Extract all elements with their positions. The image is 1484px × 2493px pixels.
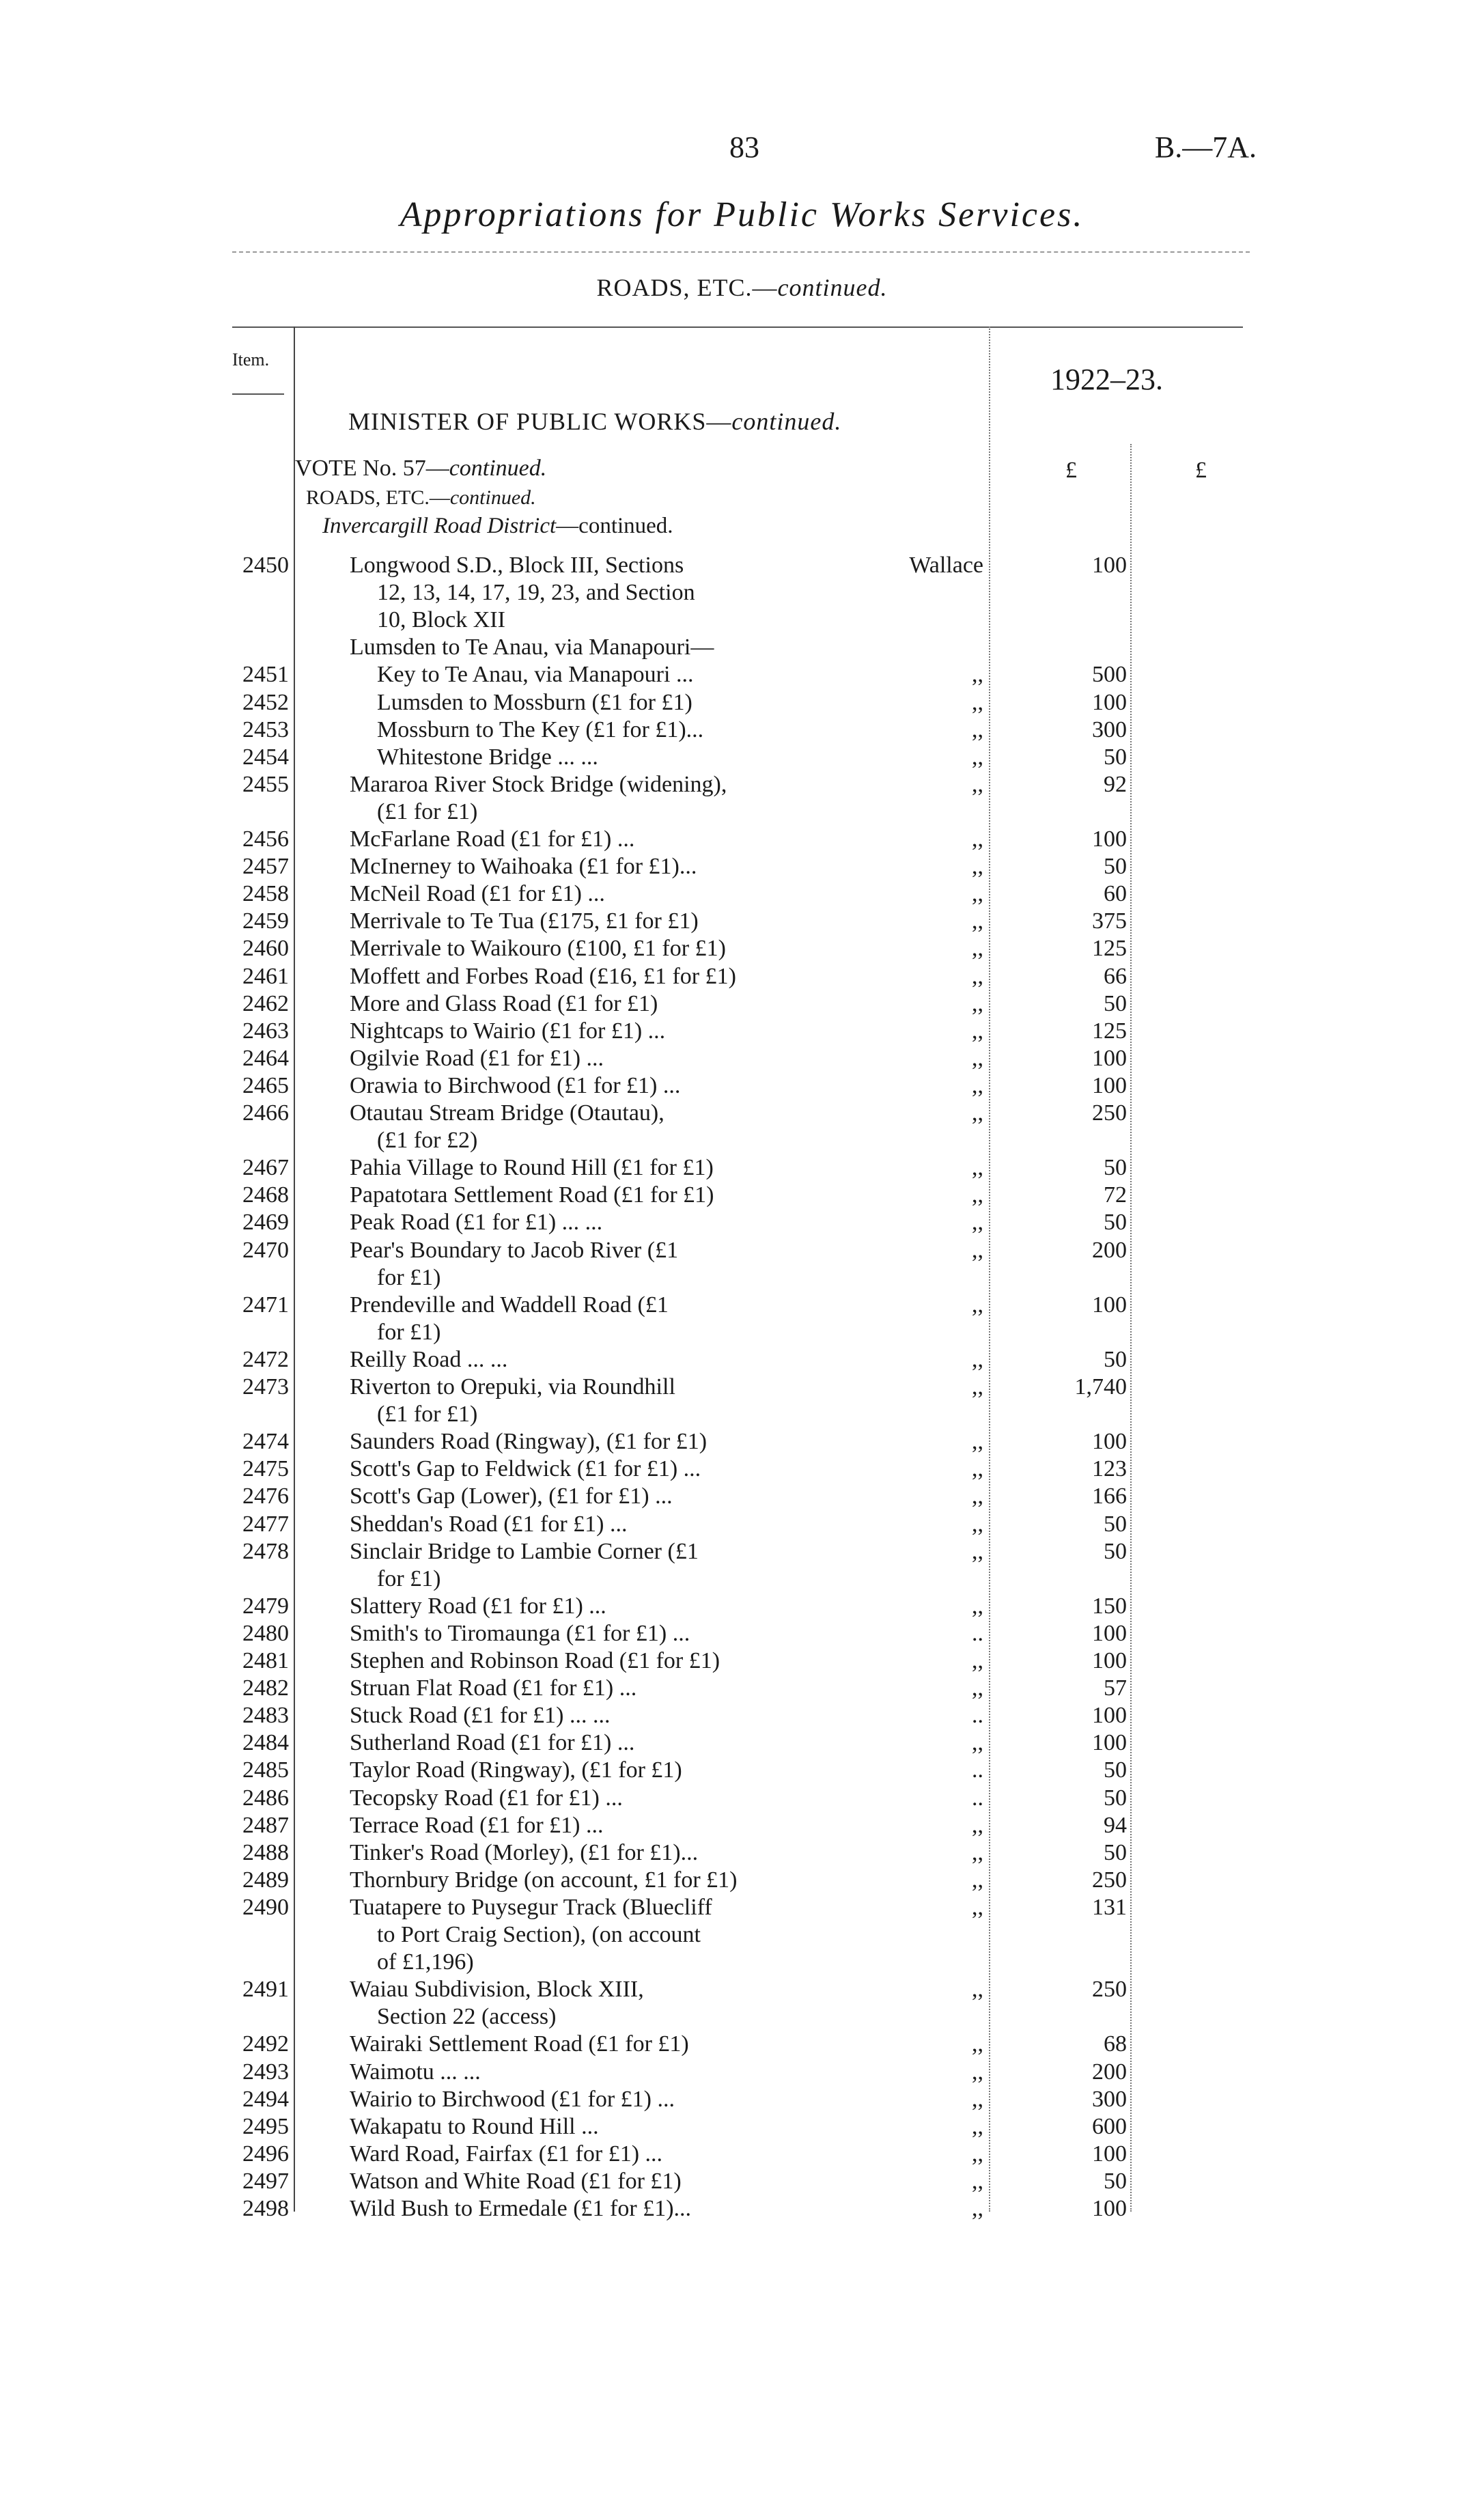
- table-row: [0, 1292, 1484, 1319]
- electoral-district: ,,: [972, 1374, 983, 1399]
- roads-subheading-continued: continued.: [449, 486, 536, 509]
- item-description: Ogilvie Road (£1 for £1) ...: [350, 1045, 604, 1071]
- item-description: for £1): [377, 1319, 441, 1345]
- item-number: 2485: [242, 1757, 289, 1783]
- table-row: [0, 1264, 1484, 1292]
- table-row: [0, 552, 1484, 579]
- electoral-district: ..: [972, 1785, 983, 1811]
- item-description: Orawia to Birchwood (£1 for £1) ...: [350, 1072, 681, 1098]
- table-row: [0, 1785, 1484, 1812]
- item-amount: 1,740: [1074, 1374, 1127, 1399]
- item-amount: 200: [1092, 1237, 1127, 1263]
- item-description: Scott's Gap to Feldwick (£1 for £1) ...: [350, 1456, 701, 1482]
- item-description: Wild Bush to Ermedale (£1 for £1)...: [350, 2196, 692, 2221]
- item-amount: 100: [1092, 1072, 1127, 1098]
- item-description: Waimotu ... ...: [350, 2059, 481, 2085]
- item-description: Wakapatu to Round Hill ...: [350, 2113, 599, 2139]
- item-number: 2492: [242, 2031, 289, 2057]
- electoral-district: ,,: [972, 1894, 983, 1920]
- roads-subheading-text: ROADS, ETC.—: [306, 486, 450, 509]
- electoral-district: ,,: [972, 990, 983, 1016]
- item-amount: 100: [1092, 1045, 1127, 1071]
- item-amount: 166: [1092, 1484, 1127, 1509]
- electoral-district: ,,: [972, 1538, 983, 1564]
- item-amount: 57: [1104, 1675, 1127, 1701]
- electoral-district: ,,: [972, 1182, 983, 1208]
- item-description: Merrivale to Waikouro (£100, £1 for £1): [350, 936, 726, 962]
- item-number: 2464: [242, 1045, 289, 1071]
- item-amount: 250: [1092, 1977, 1127, 2003]
- item-amount: 50: [1104, 744, 1127, 770]
- vote-heading: [295, 456, 546, 482]
- electoral-district: ,,: [972, 908, 983, 934]
- item-number: 2484: [242, 1730, 289, 1756]
- table-row: [0, 1072, 1484, 1100]
- table-row: [0, 2195, 1484, 2223]
- table-row: [0, 935, 1484, 962]
- item-number: 2472: [242, 1346, 289, 1372]
- electoral-district: ,,: [972, 1155, 983, 1181]
- electoral-district: ,,: [972, 2141, 983, 2167]
- electoral-district: ,,: [972, 826, 983, 852]
- item-amount: 100: [1092, 553, 1127, 578]
- item-number: 2451: [242, 662, 289, 688]
- table-row: [0, 1812, 1484, 1839]
- item-number: 2474: [242, 1429, 289, 1455]
- table-top-rule: [232, 326, 1243, 328]
- item-number: 2488: [242, 1839, 289, 1865]
- item-amount: 600: [1092, 2113, 1127, 2139]
- item-description: Papatotara Settlement Road (£1 for £1): [350, 1182, 714, 1208]
- table-row: [0, 1237, 1484, 1264]
- item-number: 2454: [242, 744, 289, 770]
- item-description: McNeil Road (£1 for £1) ...: [350, 881, 605, 907]
- item-amount: 66: [1104, 963, 1127, 989]
- item-description: Pear's Boundary to Jacob River (£1: [350, 1237, 679, 1263]
- page-number: 83: [729, 130, 759, 164]
- item-number: 2452: [242, 689, 289, 715]
- item-description: Tecopsky Road (£1 for £1) ...: [350, 1785, 623, 1811]
- table-row: [0, 1374, 1484, 1401]
- electoral-district: ,,: [972, 2196, 983, 2221]
- minister-heading-text: MINISTER OF PUBLIC WORKS—: [348, 408, 732, 435]
- item-amount: 500: [1092, 662, 1127, 688]
- minister-heading: [348, 407, 841, 436]
- vote-heading-text: VOTE No. 57—: [295, 456, 449, 481]
- item-amount: 100: [1092, 2196, 1127, 2221]
- item-description: Tinker's Road (Morley), (£1 for £1)...: [350, 1839, 699, 1865]
- table-row: [0, 1757, 1484, 1784]
- electoral-district: ,,: [972, 1839, 983, 1865]
- item-number: 2481: [242, 1648, 289, 1673]
- item-number: 2465: [242, 1072, 289, 1098]
- item-description: Saunders Road (Ringway), (£1 for £1): [350, 1429, 708, 1455]
- table-row: [0, 1428, 1484, 1456]
- item-description: Wairio to Birchwood (£1 for £1) ...: [350, 2086, 675, 2112]
- item-number: 2460: [242, 936, 289, 962]
- item-description: McFarlane Road (£1 for £1) ...: [350, 826, 635, 852]
- item-amount: 60: [1104, 881, 1127, 907]
- table-row: [0, 908, 1484, 935]
- item-description: for £1): [377, 1264, 441, 1290]
- electoral-district: ,,: [972, 854, 983, 880]
- year-column-header: 1922–23.: [1050, 363, 1163, 396]
- item-amount: 100: [1092, 2141, 1127, 2167]
- item-description: More and Glass Road (£1 for £1): [350, 990, 658, 1016]
- item-number: 2490: [242, 1894, 289, 1920]
- electoral-district: ..: [972, 1757, 983, 1783]
- section-heading-text: ROADS, ETC.—: [596, 274, 778, 301]
- item-number: 2466: [242, 1100, 289, 1126]
- electoral-district: ,,: [972, 1346, 983, 1372]
- item-description: (£1 for £2): [377, 1128, 478, 1154]
- item-amount: 50: [1104, 1785, 1127, 1811]
- table-row: [0, 1456, 1484, 1483]
- item-number: 2475: [242, 1456, 289, 1482]
- electoral-district: ,,: [972, 716, 983, 742]
- item-number: 2463: [242, 1018, 289, 1044]
- item-number: 2457: [242, 854, 289, 880]
- item-description: Watson and White Road (£1 for £1): [350, 2168, 682, 2194]
- item-number: 2459: [242, 908, 289, 934]
- item-amount: 125: [1092, 1018, 1127, 1044]
- item-description: Mossburn to The Key (£1 for £1)...: [377, 716, 704, 742]
- table-row: [0, 1018, 1484, 1045]
- item-amount: 50: [1104, 1155, 1127, 1181]
- item-column-header: Item.: [232, 350, 270, 370]
- item-number: 2461: [242, 963, 289, 989]
- electoral-district: ,,: [972, 1648, 983, 1673]
- table-row: [0, 1100, 1484, 1127]
- item-description: for £1): [377, 1565, 441, 1591]
- table-row: [0, 1319, 1484, 1346]
- item-number: 2487: [242, 1812, 289, 1838]
- item-number: 2453: [242, 716, 289, 742]
- item-description: (£1 for £1): [377, 1402, 478, 1427]
- electoral-district: ..: [972, 1620, 983, 1646]
- item-description: Pahia Village to Round Hill (£1 for £1): [350, 1155, 714, 1181]
- section-heading: [0, 273, 1484, 302]
- table-row: [0, 1182, 1484, 1209]
- table-row: [0, 1154, 1484, 1182]
- table-row: [0, 880, 1484, 908]
- electoral-district: ,,: [972, 2031, 983, 2057]
- electoral-district: ,,: [972, 936, 983, 962]
- electoral-district: ,,: [972, 771, 983, 797]
- item-description: Taylor Road (Ringway), (£1 for £1): [350, 1757, 682, 1783]
- item-amount: 150: [1092, 1593, 1127, 1619]
- item-number: 2495: [242, 2113, 289, 2139]
- page-title: Appropriations for Public Works Services.: [400, 195, 1084, 234]
- table-row: [0, 1483, 1484, 1510]
- item-amount: 100: [1092, 689, 1127, 715]
- minister-heading-continued: continued.: [731, 408, 842, 435]
- item-number: 2473: [242, 1374, 289, 1399]
- item-description: Sinclair Bridge to Lambie Corner (£1: [350, 1538, 699, 1564]
- title-rule: [232, 251, 1250, 253]
- item-number: 2450: [242, 553, 289, 578]
- electoral-district: ,,: [972, 1100, 983, 1126]
- item-number: 2468: [242, 1182, 289, 1208]
- item-amount: 123: [1092, 1456, 1127, 1482]
- item-number: 2467: [242, 1155, 289, 1181]
- table-row: [0, 1538, 1484, 1565]
- item-number: 2455: [242, 771, 289, 797]
- item-amount: 100: [1092, 1429, 1127, 1455]
- item-amount: 300: [1092, 716, 1127, 742]
- item-amount: 50: [1104, 2168, 1127, 2194]
- electoral-district: ,,: [972, 1072, 983, 1098]
- table-row: [0, 2168, 1484, 2195]
- electoral-district: ,,: [972, 1456, 983, 1482]
- table-row: [0, 1702, 1484, 1729]
- item-description: Wairaki Settlement Road (£1 for £1): [350, 2031, 689, 2057]
- item-description: Lumsden to Te Anau, via Manapouri—: [350, 635, 714, 660]
- item-amount: 100: [1092, 1620, 1127, 1646]
- item-number: 2476: [242, 1484, 289, 1509]
- item-number: 2483: [242, 1703, 289, 1729]
- item-number: 2496: [242, 2141, 289, 2167]
- item-description: Smith's to Tiromaunga (£1 for £1) ...: [350, 1620, 690, 1646]
- item-description: Section 22 (access): [377, 2004, 557, 2030]
- item-number: 2482: [242, 1675, 289, 1701]
- item-description: Prendeville and Waddell Road (£1: [350, 1292, 669, 1318]
- table-row: [0, 1839, 1484, 1867]
- item-description: Terrace Road (£1 for £1) ...: [350, 1812, 604, 1838]
- electoral-district: ,,: [972, 1484, 983, 1509]
- table-row: [0, 744, 1484, 771]
- table-row: [0, 689, 1484, 716]
- district-heading-continued: —continued.: [556, 514, 673, 538]
- item-number: 2462: [242, 990, 289, 1016]
- item-amount: 125: [1092, 936, 1127, 962]
- item-description: McInerney to Waihoaka (£1 for £1)...: [350, 854, 697, 880]
- item-number: 2489: [242, 1867, 289, 1893]
- electoral-district: ,,: [972, 1675, 983, 1701]
- item-description: (£1 for £1): [377, 798, 478, 824]
- table-row: [0, 2031, 1484, 2058]
- electoral-district: ,,: [972, 1045, 983, 1071]
- table-row: [0, 716, 1484, 744]
- item-amount: 50: [1104, 990, 1127, 1016]
- item-description: Ward Road, Fairfax (£1 for £1) ...: [350, 2141, 663, 2167]
- item-amount: 50: [1104, 854, 1127, 880]
- item-amount: 100: [1092, 1730, 1127, 1756]
- electoral-district: ,,: [972, 2168, 983, 2194]
- item-description: Stuck Road (£1 for £1) ... ...: [350, 1703, 611, 1729]
- item-number: 2480: [242, 1620, 289, 1646]
- item-description: Thornbury Bridge (on account, £1 for £1): [350, 1867, 738, 1893]
- item-description: Slattery Road (£1 for £1) ...: [350, 1593, 606, 1619]
- table-row: [0, 607, 1484, 634]
- table-row: [0, 1127, 1484, 1154]
- table-row: [0, 1346, 1484, 1374]
- table-row: [0, 1729, 1484, 1757]
- electoral-district: ,,: [972, 1867, 983, 1893]
- electoral-district: ,,: [972, 1237, 983, 1263]
- table-row: [0, 853, 1484, 880]
- table-row: [0, 963, 1484, 990]
- table-row: [0, 1401, 1484, 1428]
- item-description: Stephen and Robinson Road (£1 for £1): [350, 1648, 720, 1673]
- item-amount: 300: [1092, 2086, 1127, 2112]
- item-amount: 94: [1104, 1812, 1127, 1838]
- item-amount: 50: [1104, 1757, 1127, 1783]
- item-description: Lumsden to Mossburn (£1 for £1): [377, 689, 692, 715]
- table-row: [0, 1647, 1484, 1675]
- item-number: 2497: [242, 2168, 289, 2194]
- item-description: Otautau Stream Bridge (Otautau),: [350, 1100, 664, 1126]
- item-amount: 100: [1092, 1292, 1127, 1318]
- table-row: [0, 1867, 1484, 1894]
- roads-subheading: [306, 486, 536, 510]
- document-reference: B.—7A.: [1154, 130, 1257, 164]
- table-row: [0, 1949, 1484, 1976]
- item-number: 2458: [242, 881, 289, 907]
- table-row: [0, 798, 1484, 826]
- district-heading: [322, 514, 673, 539]
- section-heading-continued: continued.: [777, 274, 888, 301]
- electoral-district: ,,: [972, 1977, 983, 2003]
- table-row: [0, 1511, 1484, 1538]
- item-description: of £1,196): [377, 1949, 474, 1975]
- item-description: Sutherland Road (£1 for £1) ...: [350, 1730, 635, 1756]
- table-row: [0, 771, 1484, 798]
- item-amount: 50: [1104, 1210, 1127, 1236]
- item-number: 2478: [242, 1538, 289, 1564]
- item-number: 2498: [242, 2196, 289, 2221]
- electoral-district: ,,: [972, 1018, 983, 1044]
- table-row: [0, 2059, 1484, 2086]
- table-row: [0, 990, 1484, 1018]
- item-description: Scott's Gap (Lower), (£1 for £1) ...: [350, 1484, 673, 1509]
- item-amount: 50: [1104, 1346, 1127, 1372]
- currency-symbol-amount: £: [1065, 458, 1077, 483]
- table-row: [0, 1921, 1484, 1949]
- item-description: Struan Flat Road (£1 for £1) ...: [350, 1675, 637, 1701]
- item-amount: 50: [1104, 1538, 1127, 1564]
- item-description: 12, 13, 14, 17, 19, 23, and Section: [377, 580, 695, 606]
- item-description: Key to Te Anau, via Manapouri ...: [377, 662, 694, 688]
- item-description: Whitestone Bridge ... ...: [377, 744, 598, 770]
- table-row: [0, 826, 1484, 853]
- item-amount: 50: [1104, 1511, 1127, 1537]
- item-description: Longwood S.D., Block III, Sections: [350, 553, 684, 578]
- item-description: Sheddan's Road (£1 for £1) ...: [350, 1511, 628, 1537]
- item-amount: 100: [1092, 826, 1127, 852]
- table-row: [0, 2003, 1484, 2031]
- item-amount: 72: [1104, 1182, 1127, 1208]
- table-row: [0, 1565, 1484, 1593]
- electoral-district: ,,: [972, 662, 983, 688]
- electoral-district: ,,: [972, 1429, 983, 1455]
- item-number: 2470: [242, 1237, 289, 1263]
- item-number: 2471: [242, 1292, 289, 1318]
- table-row: [0, 661, 1484, 688]
- table-row: [0, 2113, 1484, 2141]
- table-row: [0, 2086, 1484, 2113]
- table-row: [0, 1894, 1484, 1921]
- table-row: [0, 1976, 1484, 2003]
- item-description: Tuatapere to Puysegur Track (Bluecliff: [350, 1894, 712, 1920]
- item-amount: 250: [1092, 1867, 1127, 1893]
- item-amount: 200: [1092, 2059, 1127, 2085]
- item-number: 2479: [242, 1593, 289, 1619]
- item-header-rule: [232, 393, 284, 395]
- item-description: Reilly Road ... ...: [350, 1346, 508, 1372]
- item-number: 2491: [242, 1977, 289, 2003]
- electoral-district: Wallace: [909, 553, 983, 578]
- item-description: to Port Craig Section), (on account: [377, 1922, 701, 1947]
- electoral-district: ,,: [972, 2086, 983, 2112]
- item-number: 2486: [242, 1785, 289, 1811]
- item-amount: 100: [1092, 1703, 1127, 1729]
- table-row: [0, 1620, 1484, 1647]
- electoral-district: ,,: [972, 744, 983, 770]
- table-row: [0, 634, 1484, 661]
- district-heading-text: Invercargill Road District: [322, 514, 557, 538]
- item-description: Merrivale to Te Tua (£175, £1 for £1): [350, 908, 699, 934]
- electoral-district: ,,: [972, 2059, 983, 2085]
- item-amount: 250: [1092, 1100, 1127, 1126]
- electoral-district: ,,: [972, 2113, 983, 2139]
- item-description: Waiau Subdivision, Block XIII,: [350, 1977, 644, 2003]
- item-amount: 68: [1104, 2031, 1127, 2057]
- item-amount: 100: [1092, 1648, 1127, 1673]
- currency-symbol-total: £: [1195, 458, 1207, 483]
- table-row: [0, 1209, 1484, 1236]
- table-row: [0, 1593, 1484, 1620]
- electoral-district: ,,: [972, 1292, 983, 1318]
- item-amount: 131: [1092, 1894, 1127, 1920]
- table-row: [0, 1045, 1484, 1072]
- vote-heading-continued: continued.: [449, 456, 547, 481]
- electoral-district: ,,: [972, 1210, 983, 1236]
- electoral-district: ,,: [972, 1511, 983, 1537]
- item-description: Peak Road (£1 for £1) ... ...: [350, 1210, 603, 1236]
- electoral-district: ,,: [972, 689, 983, 715]
- item-number: 2493: [242, 2059, 289, 2085]
- electoral-district: ,,: [972, 1730, 983, 1756]
- item-number: 2456: [242, 826, 289, 852]
- electoral-district: ..: [972, 1703, 983, 1729]
- table-row: [0, 2141, 1484, 2168]
- item-description: Riverton to Orepuki, via Roundhill: [350, 1374, 675, 1399]
- item-amount: 92: [1104, 771, 1127, 797]
- item-description: Mararoa River Stock Bridge (widening),: [350, 771, 727, 797]
- item-amount: 375: [1092, 908, 1127, 934]
- table-row: [0, 579, 1484, 607]
- table-row: [0, 1675, 1484, 1702]
- electoral-district: ,,: [972, 1593, 983, 1619]
- item-number: 2477: [242, 1511, 289, 1537]
- item-description: 10, Block XII: [377, 607, 505, 633]
- item-description: Nightcaps to Wairio (£1 for £1) ...: [350, 1018, 666, 1044]
- item-amount: 50: [1104, 1839, 1127, 1865]
- item-number: 2494: [242, 2086, 289, 2112]
- item-description: Moffett and Forbes Road (£16, £1 for £1): [350, 963, 736, 989]
- electoral-district: ,,: [972, 881, 983, 907]
- electoral-district: ,,: [972, 963, 983, 989]
- electoral-district: ,,: [972, 1812, 983, 1838]
- item-number: 2469: [242, 1210, 289, 1236]
